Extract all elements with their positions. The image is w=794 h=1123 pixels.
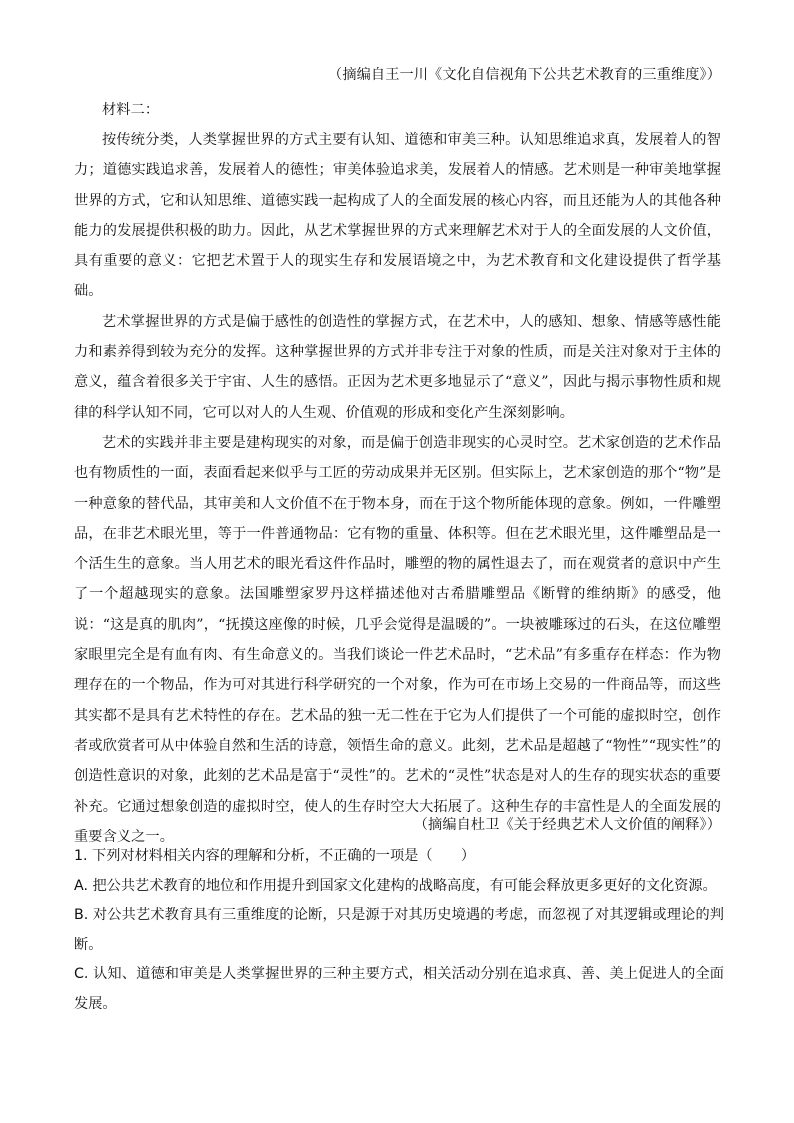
paragraph: 艺术掌握世界的方式是偏于感性的创造性的掌握方式，在艺术中，人的感知、想象、情感等感性能力和素养得到较为充分的发挥。这种掌握世界的方式并非专注于对象的性质，而是关注对象对于主体的意义，蕴含着很多关于宇宙、人生的感悟。正因为艺术更多地显示了“意义”，因此与揭示事物性质和规律的科学认知不同，它可以对人的人生观、价值观的形成和变化产生深刻影响。: [74, 313, 721, 421]
option-b: B. 对公共艺术教育具有三重维度的论断，只是源于对其历史境遇的考虑，而忽视了对其逻辑或理论的判断。: [74, 907, 724, 953]
source-citation-bottom: （摘编自杜卫《关于经典艺术人文价值的阐释》）: [413, 817, 721, 833]
option-c: C. 认知、道德和审美是人类掌握世界的三种主要方式，相关活动分别在追求真、善、美上促进人的全面发展。: [74, 966, 724, 1012]
material-label: 材料二：: [102, 102, 160, 118]
question-block: [74, 842, 724, 1019]
paragraph: 按传统分类，人类掌握世界的方式主要有认知、道德和审美三种。认知思维追求真，发展着人的智力；道德实践追求善，发展着人的德性；审美体验追求美，发展着人的情感。艺术则是一种审美地掌握世界的方式，它和认知思维、道德实践一起构成了人的全面发展的核心内容，而且还能为人的其他各种能力的发展提供积极的助力。因此，从艺术掌握世界的方式来理解艺术对于人的全面发展的人文价值，具有重要的意义：它把艺术置于人的现实生存和发展语境之中，为艺术教育和文化建设提供了哲学基础。: [74, 132, 721, 300]
source-citation-top: （摘编自王一川《文化自信视角下公共艺术教育的三重维度》）: [328, 67, 721, 83]
question-stem: 1. 下列对材料相关内容的理解和分析，不正确的一项是（ ）: [74, 848, 476, 864]
paragraph: 艺术的实践并非主要是建构现实的对象，而是偏于创造非现实的心灵时空。艺术家创造的艺术作品也有物质性的一面，表面看起来似乎与工匠的劳动成果并无区别。但实际上，艺术家创造的那个“物”是一种意象的替代品，其审美和人文价值不在于物本身，而在于这个物所能体现的意象。例如，一件雕塑品，在非艺术眼光里，等于一件普通物品：它有物的重量、体积等。但在艺术眼光里，这件雕塑品是一个活生生的意象。当人用艺术的眼光看这件作品时，雕塑的物的属性退去了，而在观赏者的意识中产生了一个超越现实的意象。法国雕塑家罗丹这样描述他对古希腊雕塑品《断臂的维纳斯》的感受，他说：“这是真的肌肉”，“抚摸这座像的时候，几乎会觉得是温暖的”。一块被雕琢过的石头，在这位雕塑家眼里完全是有血有肉、有生命意义的。当我们谈论一件艺术品时，“艺术品”有多重存在样态：作为物理存在的一个物品，作为可对其进行科学研究的一个对象，作为可在市场上交易的一件商品等，而这些其实都不是具有艺术特性的存在。艺术品的独一无二性在于它为人们提供了一个可能的虚拟时空，创作者或欣赏者可从中体验自然和生活的诗意，领悟生命的意义。此刻，艺术品是超越了“物性”“现实性”的创造性意识的对象，此刻的艺术品是富于“灵性”的。艺术的“灵性”状态是对人的生存的现实状态的重要补充。它通过想象创造的虚拟时空，使人的生存时空大大拓展了。这种生存的丰富性是人的全面发展的重要含义之一。: [74, 434, 721, 845]
option-a: A. 把公共艺术教育的地位和作用提升到国家文化建构的战略高度，有可能会释放更多更好的文化资源。: [74, 877, 717, 894]
material-two-body: [74, 125, 721, 852]
